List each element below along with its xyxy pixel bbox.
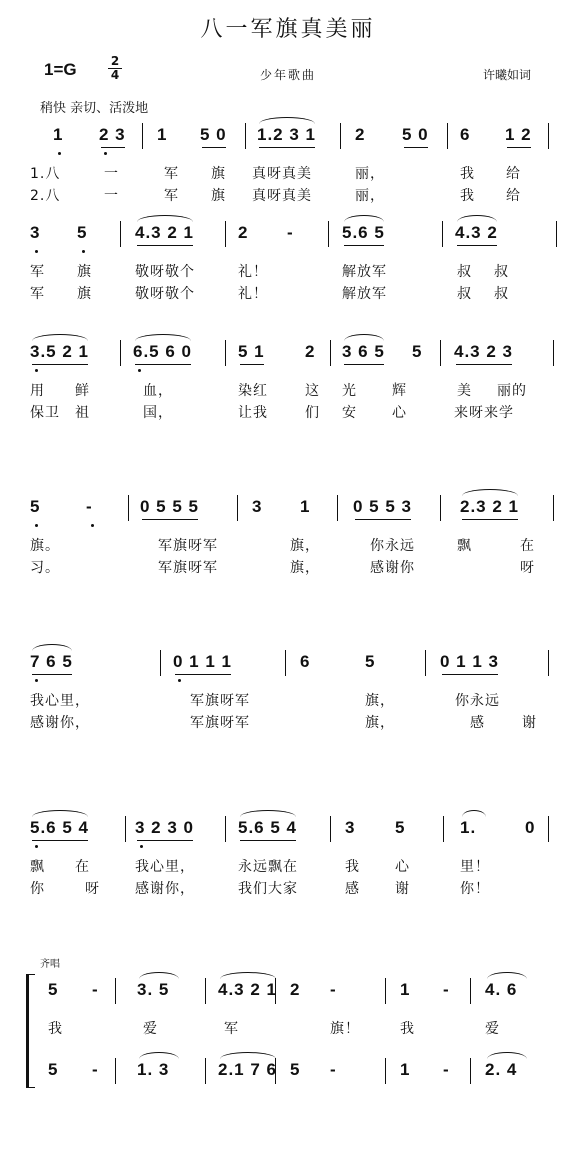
lyric-verse-2: 感: [345, 881, 360, 897]
lyric-verse-1: 旗，: [365, 693, 395, 709]
beam-line: [135, 364, 191, 365]
chorus-lower-note: -: [443, 1060, 450, 1079]
barline: [330, 340, 331, 366]
barline: [440, 340, 441, 366]
slur-arc: [32, 810, 88, 817]
chorus-lower-note: -: [330, 1060, 337, 1079]
octave-dot: [82, 250, 85, 253]
lyric-verse-1: 丽的: [497, 383, 527, 399]
note-group: 5: [30, 497, 41, 516]
lyric-verse-2: 呀: [520, 560, 535, 576]
barline: [340, 123, 341, 149]
barline: [440, 495, 441, 521]
lyric-verse-1: 我心里，: [135, 859, 195, 875]
lyric-verse-1: 军: [30, 264, 45, 280]
slur-arc: [220, 972, 276, 979]
beam-line: [175, 674, 231, 675]
barline: [285, 650, 286, 676]
chorus-upper-note: 2: [290, 980, 301, 999]
note-group: 2: [305, 342, 316, 361]
note-group: 2 3: [99, 125, 126, 144]
chorus-lower-note: 1. 3: [137, 1060, 170, 1079]
chorus-lyric: 爱: [485, 1021, 500, 1037]
beam-line: [240, 840, 296, 841]
beam-line: [240, 364, 264, 365]
chorus-lower-note: 1: [400, 1060, 411, 1079]
lyric-verse-1: 永远飘在: [238, 859, 298, 875]
chorus-lower-note: 5: [48, 1060, 59, 1079]
lyric-verse-2: 2.八: [30, 188, 61, 204]
lyric-verse-2: 军: [30, 286, 45, 302]
lyric-verse-2: 安: [342, 405, 357, 421]
barline: [225, 221, 226, 247]
slur-arc: [32, 644, 72, 651]
slur-arc: [139, 1052, 179, 1059]
barline: [447, 123, 448, 149]
beam-line: [462, 519, 518, 520]
lyric-verse-2: 叔: [457, 286, 472, 302]
lyric-verse-1: 你永远: [455, 693, 500, 709]
lyric-verse-1: 在: [520, 538, 535, 554]
barline: [160, 650, 161, 676]
beam-line: [137, 245, 193, 246]
barline: [470, 1058, 471, 1084]
lyric-verse-1: 解放军: [342, 264, 387, 280]
octave-dot: [35, 250, 38, 253]
lyric-verse-1: 一: [104, 166, 119, 182]
lyric-verse-2: 旗，: [365, 715, 395, 731]
octave-dot: [140, 845, 143, 848]
beam-line: [101, 147, 125, 148]
note-group: 1: [53, 125, 64, 144]
note-group: 6: [300, 652, 311, 671]
beam-line: [142, 519, 198, 520]
lyric-verse-1: 心: [395, 859, 410, 875]
lyric-verse-2: 感谢你: [370, 560, 415, 576]
slur-arc: [344, 215, 384, 222]
octave-dot: [138, 369, 141, 372]
slur-arc: [135, 334, 191, 341]
lyric-verse-2: 丽，: [355, 188, 385, 204]
tempo-marking: 稍快 亲切、活泼地: [40, 101, 149, 116]
lyric-verse-1: 血，: [143, 383, 173, 399]
time-signature: [108, 56, 122, 81]
system-brace: [26, 974, 35, 1088]
lyric-verse-1: 旗: [211, 166, 226, 182]
note-group: 2.3 2 1: [460, 497, 519, 516]
lyric-verse-1: 美: [457, 383, 472, 399]
lyric-verse-1: 里！: [460, 859, 490, 875]
beam-line: [456, 364, 512, 365]
lyric-verse-1: 军旗呀军: [190, 693, 250, 709]
barline: [553, 340, 554, 366]
chorus-upper-note: -: [92, 980, 99, 999]
octave-dot: [58, 152, 61, 155]
barline: [125, 816, 126, 842]
slur-arc: [259, 117, 315, 124]
note-group: 1 2: [505, 125, 532, 144]
lyric-verse-1: 我心里，: [30, 693, 90, 709]
barline: [556, 221, 557, 247]
chorus-lower-note: 2. 4: [485, 1060, 518, 1079]
barline: [548, 816, 549, 842]
beam-line: [507, 147, 531, 148]
lyric-verse-2: 旗: [77, 286, 92, 302]
lyric-verse-2: 解放军: [342, 286, 387, 302]
barline: [237, 495, 238, 521]
note-group: 0 1 1 3: [440, 652, 499, 671]
lyric-verse-2: 一: [104, 188, 119, 204]
barline: [115, 978, 116, 1004]
octave-dot: [104, 152, 107, 155]
song-title: 八一军旗真美丽: [200, 17, 376, 42]
lyric-verse-2: 真呀真美: [252, 188, 312, 204]
note-group: 3 6 5: [342, 342, 385, 361]
barline: [225, 816, 226, 842]
lyric-verse-1: 旗: [77, 264, 92, 280]
lyric-verse-2: 我: [460, 188, 475, 204]
lyric-verse-2: 感谢你，: [135, 881, 195, 897]
barline: [328, 221, 329, 247]
note-group: 2: [355, 125, 366, 144]
note-group: 3.5 2 1: [30, 342, 89, 361]
slur-arc: [462, 810, 486, 817]
octave-dot: [35, 845, 38, 848]
chorus-lyric: 旗！: [330, 1021, 360, 1037]
barline: [142, 123, 143, 149]
barline: [120, 221, 121, 247]
note-group: 5.6 5 4: [238, 818, 297, 837]
lyric-verse-1: 礼！: [238, 264, 268, 280]
beam-line: [259, 147, 315, 148]
lyric-verse-2: 祖: [75, 405, 90, 421]
beam-line: [457, 245, 497, 246]
barline: [548, 650, 549, 676]
beam-line: [404, 147, 428, 148]
note-group: 5: [412, 342, 423, 361]
note-group: 6: [460, 125, 471, 144]
lyric-verse-1: 飘: [30, 859, 45, 875]
note-group: 0 5 5 3: [353, 497, 412, 516]
barline: [470, 978, 471, 1004]
lyric-verse-2: 我们大家: [238, 881, 298, 897]
lyric-verse-2: 谢: [395, 881, 410, 897]
note-group: 3 2 3 0: [135, 818, 194, 837]
note-group: 7 6 5: [30, 652, 73, 671]
note-group: 5: [365, 652, 376, 671]
chorus-upper-note: 5: [48, 980, 59, 999]
octave-dot: [35, 679, 38, 682]
lyric-verse-2: 们: [305, 405, 320, 421]
lyric-verse-2: 心: [392, 405, 407, 421]
note-group: 1.: [460, 818, 477, 837]
lyric-verse-2: 给: [506, 188, 521, 204]
slur-arc: [457, 215, 497, 222]
lyric-verse-2: 感: [470, 715, 485, 731]
note-group: 3: [345, 818, 356, 837]
lyric-verse-2: 呀: [85, 881, 100, 897]
barline: [442, 221, 443, 247]
lyric-verse-1: 军旗呀军: [158, 538, 218, 554]
octave-dot: [178, 679, 181, 682]
slur-arc: [220, 1052, 276, 1059]
slur-arc: [240, 810, 296, 817]
lyric-verse-2: 你: [30, 881, 45, 897]
lyricist-credit: 许曦如词: [483, 68, 532, 82]
lyric-verse-1: 我: [460, 166, 475, 182]
barline: [115, 1058, 116, 1084]
lyric-verse-1: 染红: [238, 383, 268, 399]
note-group: 5 1: [238, 342, 265, 361]
beam-line: [32, 364, 88, 365]
key-signature: 1=G: [44, 60, 77, 79]
barline: [120, 340, 121, 366]
lyric-verse-2: 军旗呀军: [190, 715, 250, 731]
note-group: 5.6 5 4: [30, 818, 89, 837]
note-group: 0: [525, 818, 536, 837]
chorus-upper-note: 1: [400, 980, 411, 999]
lyric-verse-2: 旗，: [290, 560, 320, 576]
lyric-verse-2: 感谢你，: [30, 715, 90, 731]
chorus-upper-note: -: [330, 980, 337, 999]
octave-dot: [35, 369, 38, 372]
barline: [337, 495, 338, 521]
chorus-lower-note: 5: [290, 1060, 301, 1079]
chorus-lyric: 爱: [143, 1021, 158, 1037]
lyric-verse-2: 军: [164, 188, 179, 204]
lyric-verse-1: 辉: [392, 383, 407, 399]
lyric-verse-2: 保卫: [30, 405, 60, 421]
beam-line: [344, 364, 384, 365]
barline: [553, 495, 554, 521]
chorus-lower-note: 2.1 7 6: [218, 1060, 277, 1079]
note-group: 0 5 5 5: [140, 497, 199, 516]
genre-label: 少年歌曲: [260, 68, 317, 82]
lyric-verse-2: 谢: [522, 715, 537, 731]
time-bottom: 4: [110, 68, 120, 82]
time-top: 2: [110, 54, 120, 68]
slur-arc: [344, 334, 384, 341]
lyric-verse-2: 习。: [30, 560, 60, 576]
slur-arc: [487, 1052, 527, 1059]
beam-line: [355, 519, 411, 520]
slur-arc: [462, 489, 518, 496]
barline: [205, 1058, 206, 1084]
beam-line: [442, 674, 498, 675]
chorus-upper-note: -: [443, 980, 450, 999]
note-group: -: [287, 223, 294, 242]
barline: [205, 978, 206, 1004]
note-group: 2: [238, 223, 249, 242]
lyric-verse-1: 真呀真美: [252, 166, 312, 182]
barline: [128, 495, 129, 521]
chorus-lyric: 我: [400, 1021, 415, 1037]
lyric-verse-1: 旗，: [290, 538, 320, 554]
barline: [385, 1058, 386, 1084]
note-group: 4.3 2 1: [135, 223, 194, 242]
barline: [548, 123, 549, 149]
slur-arc: [487, 972, 527, 979]
note-group: 5 0: [200, 125, 227, 144]
barline: [225, 340, 226, 366]
note-group: 0 1 1 1: [173, 652, 232, 671]
lyric-verse-2: 军旗呀军: [158, 560, 218, 576]
note-group: 6.5 6 0: [133, 342, 192, 361]
chorus-lower-note: -: [92, 1060, 99, 1079]
note-group: 4.3 2: [455, 223, 498, 242]
beam-line: [202, 147, 226, 148]
lyric-verse-2: 旗: [211, 188, 226, 204]
barline: [330, 816, 331, 842]
note-group: 1: [300, 497, 311, 516]
chorus-label: 齐唱: [40, 959, 60, 970]
lyric-verse-2: 敬呀敬个: [135, 286, 195, 302]
barline: [275, 978, 276, 1004]
barline: [245, 123, 246, 149]
lyric-verse-2: 来呀来学: [454, 405, 514, 421]
barline: [443, 816, 444, 842]
note-group: 1.2 3 1: [257, 125, 316, 144]
lyric-verse-2: 礼！: [238, 286, 268, 302]
lyric-verse-1: 叔: [494, 264, 509, 280]
lyric-verse-1: 军: [164, 166, 179, 182]
note-group: 5 0: [402, 125, 429, 144]
lyric-verse-1: 光: [342, 383, 357, 399]
lyric-verse-1: 鲜: [75, 383, 90, 399]
note-group: -: [86, 497, 93, 516]
lyric-verse-1: 你永远: [370, 538, 415, 554]
note-group: 1: [157, 125, 168, 144]
lyric-verse-1: 给: [506, 166, 521, 182]
lyric-verse-1: 敬呀敬个: [135, 264, 195, 280]
lyric-verse-1: 我: [345, 859, 360, 875]
slur-arc: [139, 972, 179, 979]
beam-line: [32, 840, 88, 841]
barline: [275, 1058, 276, 1084]
barline: [385, 978, 386, 1004]
slur-arc: [137, 215, 193, 222]
lyric-verse-2: 你！: [460, 881, 490, 897]
lyric-verse-1: 丽，: [355, 166, 385, 182]
chorus-lyric: 军: [224, 1021, 239, 1037]
chorus-upper-note: 4.3 2 1: [218, 980, 277, 999]
octave-dot: [91, 524, 94, 527]
lyric-verse-1: 在: [75, 859, 90, 875]
note-group: 5.6 5: [342, 223, 385, 242]
note-group: 5: [395, 818, 406, 837]
slur-arc: [32, 334, 88, 341]
lyric-verse-1: 飘: [457, 538, 472, 554]
beam-line: [137, 840, 193, 841]
note-group: 3: [252, 497, 263, 516]
beam-line: [344, 245, 384, 246]
lyric-verse-2: 让我: [238, 405, 268, 421]
chorus-upper-note: 3. 5: [137, 980, 170, 999]
barline: [425, 650, 426, 676]
octave-dot: [35, 524, 38, 527]
lyric-verse-1: 旗。: [30, 538, 60, 554]
chorus-upper-note: 4. 6: [485, 980, 518, 999]
lyric-verse-1: 这: [305, 383, 320, 399]
lyric-verse-1: 用: [30, 383, 45, 399]
lyric-verse-2: 国，: [143, 405, 173, 421]
note-group: 4.3 2 3: [454, 342, 513, 361]
lyric-verse-2: 叔: [494, 286, 509, 302]
lyric-verse-1: 叔: [457, 264, 472, 280]
chorus-lyric: 我: [48, 1021, 63, 1037]
lyric-verse-1: 1.八: [30, 166, 61, 182]
note-group: 5: [77, 223, 88, 242]
beam-line: [32, 674, 72, 675]
note-group: 3: [30, 223, 41, 242]
